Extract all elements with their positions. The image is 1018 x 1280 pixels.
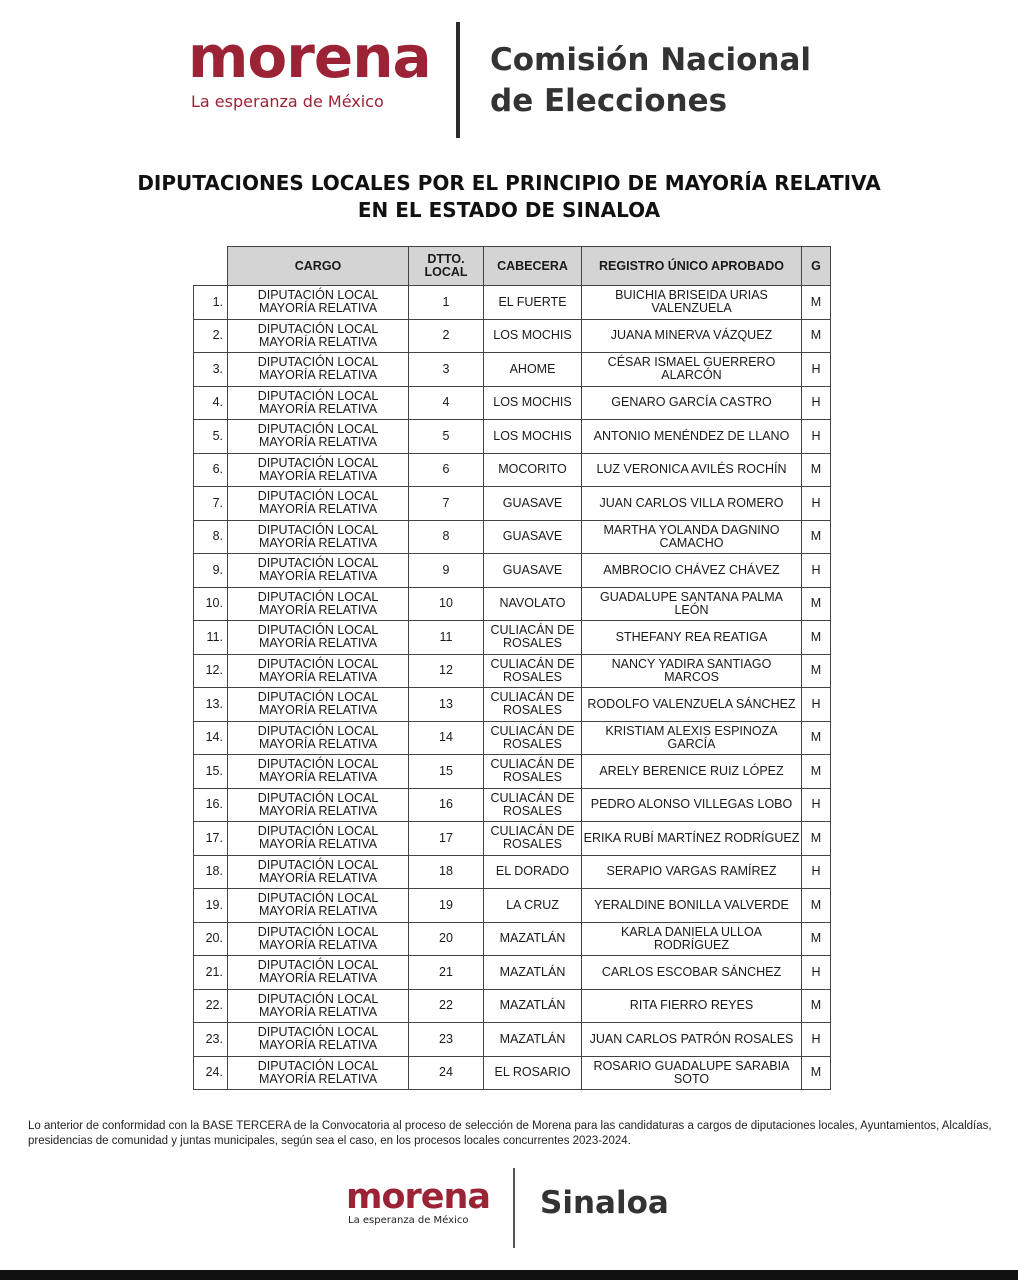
cell-cabecera: LOS MOCHIS (484, 386, 582, 420)
cell-genero: M (802, 587, 831, 621)
cell-dtto-local: 20 (409, 922, 484, 956)
cell-index: 18. (194, 855, 228, 889)
cell-cabecera: LOS MOCHIS (484, 319, 582, 353)
cell-genero: M (802, 621, 831, 655)
cell-index: 14. (194, 721, 228, 755)
cell-index: 4. (194, 386, 228, 420)
cell-cargo: DIPUTACIÓN LOCAL MAYORÍA RELATIVA (228, 554, 409, 588)
cell-index: 20. (194, 922, 228, 956)
table-row (194, 956, 831, 990)
cell-registro: CARLOS ESCOBAR SÁNCHEZ (582, 956, 802, 990)
logo-tagline: La esperanza de México (191, 92, 384, 111)
title-line-2: EN EL ESTADO DE SINALOA (357, 198, 661, 222)
cell-cargo: DIPUTACIÓN LOCAL MAYORÍA RELATIVA (228, 353, 409, 387)
cell-dtto-local: 16 (409, 788, 484, 822)
cell-cargo: DIPUTACIÓN LOCAL MAYORÍA RELATIVA (228, 788, 409, 822)
table-header-row (194, 247, 831, 286)
cell-cargo: DIPUTACIÓN LOCAL MAYORÍA RELATIVA (228, 688, 409, 722)
cell-index: 8. (194, 520, 228, 554)
cell-genero: M (802, 889, 831, 923)
title-line-1: DIPUTACIONES LOCALES POR EL PRINCIPIO DE MAYORÍA RELATIVA (137, 171, 881, 195)
cell-genero: H (802, 1023, 831, 1057)
cell-cargo: DIPUTACIÓN LOCAL MAYORÍA RELATIVA (228, 989, 409, 1023)
cell-dtto-local: 9 (409, 554, 484, 588)
cell-cabecera: GUASAVE (484, 554, 582, 588)
header (0, 0, 1018, 150)
candidates-table (193, 246, 831, 1090)
table-row (194, 822, 831, 856)
footer-morena-logo: morena (346, 1177, 491, 1217)
cell-cabecera: GUASAVE (484, 520, 582, 554)
cell-index: 13. (194, 688, 228, 722)
org-line-1: Comisión Nacional (490, 42, 811, 78)
organization-name (490, 40, 811, 122)
cell-genero: M (802, 319, 831, 353)
cell-genero: H (802, 487, 831, 521)
cell-dtto-local: 5 (409, 420, 484, 454)
cell-index: 3. (194, 353, 228, 387)
cell-cargo: DIPUTACIÓN LOCAL MAYORÍA RELATIVA (228, 654, 409, 688)
cell-registro: MARTHA YOLANDA DAGNINO CAMACHO (582, 520, 802, 554)
cell-genero: M (802, 453, 831, 487)
footer-divider (513, 1168, 515, 1248)
cell-cargo: DIPUTACIÓN LOCAL MAYORÍA RELATIVA (228, 386, 409, 420)
cell-index: 6. (194, 453, 228, 487)
header-genero: G (802, 247, 831, 286)
cell-cabecera: CULIACÁN DE ROSALES (484, 822, 582, 856)
cell-dtto-local: 19 (409, 889, 484, 923)
cell-registro: PEDRO ALONSO VILLEGAS LOBO (582, 788, 802, 822)
table-row (194, 487, 831, 521)
cell-index: 10. (194, 587, 228, 621)
cell-cargo: DIPUTACIÓN LOCAL MAYORÍA RELATIVA (228, 956, 409, 990)
bottom-bar (0, 1270, 1018, 1280)
cell-cabecera: EL FUERTE (484, 286, 582, 320)
cell-registro: RODOLFO VALENZUELA SÁNCHEZ (582, 688, 802, 722)
cell-registro: ANTONIO MENÉNDEZ DE LLANO (582, 420, 802, 454)
table-row (194, 1023, 831, 1057)
org-line-2: de Elecciones (490, 83, 728, 119)
table-row (194, 453, 831, 487)
cell-dtto-local: 17 (409, 822, 484, 856)
cell-cargo: DIPUTACIÓN LOCAL MAYORÍA RELATIVA (228, 621, 409, 655)
footer-logo-tagline: La esperanza de México (348, 1215, 469, 1226)
cell-cargo: DIPUTACIÓN LOCAL MAYORÍA RELATIVA (228, 822, 409, 856)
cell-cabecera: CULIACÁN DE ROSALES (484, 721, 582, 755)
document-title (0, 170, 1018, 224)
cell-index: 21. (194, 956, 228, 990)
cell-index: 5. (194, 420, 228, 454)
cell-registro: YERALDINE BONILLA VALVERDE (582, 889, 802, 923)
cell-registro: LUZ VERONICA AVILÉS ROCHÍN (582, 453, 802, 487)
cell-index: 9. (194, 554, 228, 588)
cell-registro: JUAN CARLOS PATRÓN ROSALES (582, 1023, 802, 1057)
cell-registro: RITA FIERRO REYES (582, 989, 802, 1023)
cell-dtto-local: 21 (409, 956, 484, 990)
cell-registro: ROSARIO GUADALUPE SARABIA SOTO (582, 1056, 802, 1090)
table-row (194, 621, 831, 655)
table-row (194, 554, 831, 588)
cell-genero: M (802, 989, 831, 1023)
cell-registro: KRISTIAM ALEXIS ESPINOZA GARCÍA (582, 721, 802, 755)
table-body (194, 286, 831, 1090)
cell-dtto-local: 22 (409, 989, 484, 1023)
header-cargo: CARGO (228, 247, 409, 286)
cell-registro: JUANA MINERVA VÁZQUEZ (582, 319, 802, 353)
cell-cabecera: CULIACÁN DE ROSALES (484, 621, 582, 655)
table-row (194, 319, 831, 353)
cell-index: 11. (194, 621, 228, 655)
cell-index: 1. (194, 286, 228, 320)
footer-state-name: Sinaloa (540, 1185, 669, 1221)
cell-index: 12. (194, 654, 228, 688)
cell-genero: M (802, 721, 831, 755)
table-row (194, 587, 831, 621)
morena-logo: morena (188, 23, 431, 91)
cell-registro: CÉSAR ISMAEL GUERRERO ALARCÓN (582, 353, 802, 387)
header-registro: REGISTRO ÚNICO APROBADO (582, 247, 802, 286)
cell-genero: M (802, 286, 831, 320)
cell-genero: H (802, 353, 831, 387)
table-row (194, 1056, 831, 1090)
cell-cargo: DIPUTACIÓN LOCAL MAYORÍA RELATIVA (228, 487, 409, 521)
cell-registro: KARLA DANIELA ULLOA RODRÍGUEZ (582, 922, 802, 956)
table-row (194, 922, 831, 956)
table-row (194, 855, 831, 889)
table-row (194, 654, 831, 688)
cell-cabecera: LA CRUZ (484, 889, 582, 923)
cell-dtto-local: 12 (409, 654, 484, 688)
cell-genero: M (802, 755, 831, 789)
cell-cargo: DIPUTACIÓN LOCAL MAYORÍA RELATIVA (228, 922, 409, 956)
cell-dtto-local: 24 (409, 1056, 484, 1090)
cell-genero: M (802, 922, 831, 956)
cell-cargo: DIPUTACIÓN LOCAL MAYORÍA RELATIVA (228, 1023, 409, 1057)
cell-dtto-local: 15 (409, 755, 484, 789)
cell-cargo: DIPUTACIÓN LOCAL MAYORÍA RELATIVA (228, 420, 409, 454)
cell-dtto-local: 11 (409, 621, 484, 655)
cell-genero: M (802, 654, 831, 688)
cell-cargo: DIPUTACIÓN LOCAL MAYORÍA RELATIVA (228, 1056, 409, 1090)
cell-registro: SERAPIO VARGAS RAMÍREZ (582, 855, 802, 889)
cell-dtto-local: 10 (409, 587, 484, 621)
cell-cabecera: MAZATLÁN (484, 1023, 582, 1057)
cell-registro: JUAN CARLOS VILLA ROMERO (582, 487, 802, 521)
cell-cabecera: CULIACÁN DE ROSALES (484, 688, 582, 722)
cell-cargo: DIPUTACIÓN LOCAL MAYORÍA RELATIVA (228, 587, 409, 621)
table-row (194, 520, 831, 554)
cell-genero: H (802, 956, 831, 990)
cell-cargo: DIPUTACIÓN LOCAL MAYORÍA RELATIVA (228, 286, 409, 320)
header-divider (456, 22, 460, 138)
cell-dtto-local: 1 (409, 286, 484, 320)
cell-cabecera: AHOME (484, 353, 582, 387)
cell-index: 2. (194, 319, 228, 353)
cell-genero: M (802, 1056, 831, 1090)
cell-dtto-local: 23 (409, 1023, 484, 1057)
table-row (194, 989, 831, 1023)
cell-registro: STHEFANY REA REATIGA (582, 621, 802, 655)
cell-dtto-local: 8 (409, 520, 484, 554)
cell-dtto-local: 6 (409, 453, 484, 487)
footnote: Lo anterior de conformidad con la BASE TERCERA de la Convocatoria al proceso de selección de Morena para las candidaturas a cargos de diputaciones locales, Ayuntamientos, Alcaldías, presidencias de comunidad y juntas municipales, según sea el caso, en los procesos locales concurrentes 2023-2024. (28, 1120, 992, 1147)
cell-cabecera: CULIACÁN DE ROSALES (484, 654, 582, 688)
table-row (194, 386, 831, 420)
cell-cargo: DIPUTACIÓN LOCAL MAYORÍA RELATIVA (228, 855, 409, 889)
table-row (194, 889, 831, 923)
cell-registro: ARELY BERENICE RUIZ LÓPEZ (582, 755, 802, 789)
cell-genero: H (802, 688, 831, 722)
cell-genero: H (802, 554, 831, 588)
cell-cargo: DIPUTACIÓN LOCAL MAYORÍA RELATIVA (228, 520, 409, 554)
cell-cabecera: MAZATLÁN (484, 922, 582, 956)
table-row (194, 420, 831, 454)
cell-genero: M (802, 822, 831, 856)
cell-dtto-local: 7 (409, 487, 484, 521)
cell-index: 24. (194, 1056, 228, 1090)
table-row (194, 721, 831, 755)
cell-cargo: DIPUTACIÓN LOCAL MAYORÍA RELATIVA (228, 889, 409, 923)
cell-cargo: DIPUTACIÓN LOCAL MAYORÍA RELATIVA (228, 721, 409, 755)
cell-cabecera: MOCORITO (484, 453, 582, 487)
cell-genero: M (802, 520, 831, 554)
table-row (194, 788, 831, 822)
cell-cabecera: EL DORADO (484, 855, 582, 889)
cell-index: 23. (194, 1023, 228, 1057)
cell-index: 17. (194, 822, 228, 856)
cell-index: 7. (194, 487, 228, 521)
cell-registro: BUICHIA BRISEIDA URIAS VALENZUELA (582, 286, 802, 320)
cell-cabecera: MAZATLÁN (484, 956, 582, 990)
cell-dtto-local: 18 (409, 855, 484, 889)
cell-cabecera: CULIACÁN DE ROSALES (484, 755, 582, 789)
cell-dtto-local: 3 (409, 353, 484, 387)
cell-index: 22. (194, 989, 228, 1023)
cell-cabecera: CULIACÁN DE ROSALES (484, 788, 582, 822)
cell-cabecera: LOS MOCHIS (484, 420, 582, 454)
cell-registro: GUADALUPE SANTANA PALMA LEÓN (582, 587, 802, 621)
cell-genero: H (802, 855, 831, 889)
header-dtto-local: DTTO. LOCAL (409, 247, 484, 286)
cell-dtto-local: 4 (409, 386, 484, 420)
cell-dtto-local: 2 (409, 319, 484, 353)
header-cabecera: CABECERA (484, 247, 582, 286)
cell-dtto-local: 14 (409, 721, 484, 755)
table-row (194, 353, 831, 387)
cell-cargo: DIPUTACIÓN LOCAL MAYORÍA RELATIVA (228, 319, 409, 353)
cell-cargo: DIPUTACIÓN LOCAL MAYORÍA RELATIVA (228, 453, 409, 487)
cell-index: 15. (194, 755, 228, 789)
cell-index: 16. (194, 788, 228, 822)
cell-registro: ERIKA RUBÍ MARTÍNEZ RODRÍGUEZ (582, 822, 802, 856)
cell-registro: NANCY YADIRA SANTIAGO MARCOS (582, 654, 802, 688)
table-row (194, 755, 831, 789)
cell-cabecera: EL ROSARIO (484, 1056, 582, 1090)
cell-genero: H (802, 788, 831, 822)
cell-cabecera: MAZATLÁN (484, 989, 582, 1023)
table-row (194, 688, 831, 722)
table-row (194, 286, 831, 320)
cell-index: 19. (194, 889, 228, 923)
header-index-blank (194, 247, 228, 286)
cell-cabecera: NAVOLATO (484, 587, 582, 621)
cell-registro: GENARO GARCÍA CASTRO (582, 386, 802, 420)
cell-registro: AMBROCIO CHÁVEZ CHÁVEZ (582, 554, 802, 588)
cell-genero: H (802, 386, 831, 420)
cell-dtto-local: 13 (409, 688, 484, 722)
cell-cabecera: GUASAVE (484, 487, 582, 521)
cell-cargo: DIPUTACIÓN LOCAL MAYORÍA RELATIVA (228, 755, 409, 789)
cell-genero: H (802, 420, 831, 454)
